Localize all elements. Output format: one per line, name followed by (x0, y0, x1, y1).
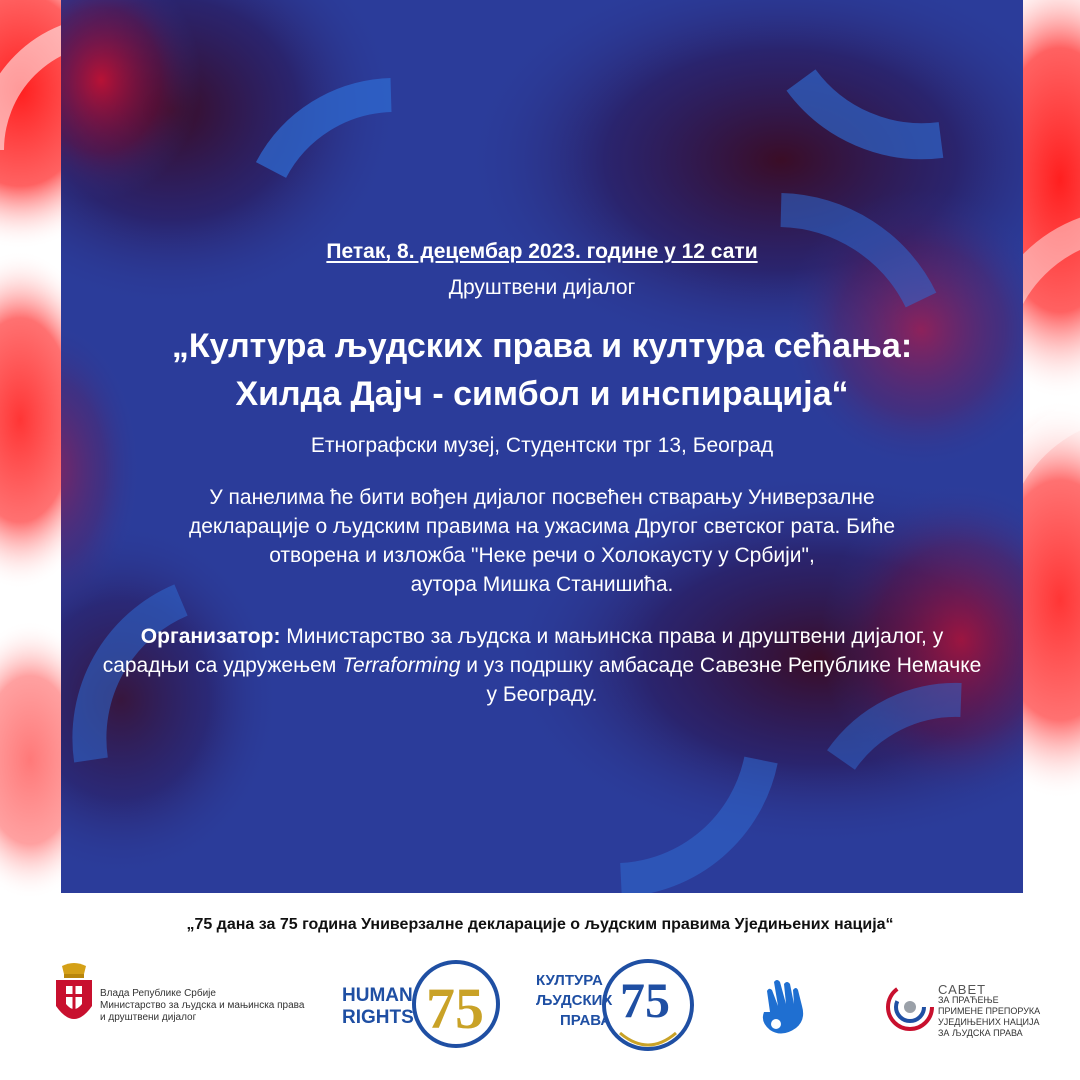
government-text (100, 988, 315, 1024)
savet-line: ЗА ПРАЋЕЊЕ (938, 995, 999, 1005)
kultura-line: ПРАВА (560, 1012, 612, 1029)
description-line: У панелима ће бити вођен дијалог посвећен стварању Универзалне (209, 486, 875, 509)
event-date: Петак, 8. децембар 2023. године у 12 сати (326, 240, 758, 263)
savet-line: УЈЕДИЊЕНИХ НАЦИЈА (938, 1017, 1040, 1027)
kultura-line: ЉУДСКИХ (536, 992, 613, 1009)
organizer-text-1: Министарство за људска и мањинска права и друштвени дијалог, у сарадњи са удружењем (102, 625, 944, 677)
savet-line: ЗА ЉУДСКА ПРАВА (938, 1028, 1023, 1038)
savet-council-logo (884, 978, 936, 1036)
organizer-partner: Terraforming (342, 654, 461, 677)
savet-text (938, 984, 1048, 1039)
gov-line: Влада Републике Србије (100, 988, 216, 999)
campaign-line: „75 дана за 75 година Универзалне декларације о људским правима Уједињених нација“ (186, 916, 894, 933)
event-description (101, 483, 983, 599)
event-venue: Етнографски музеј, Студентски трг 13, Београд (310, 434, 774, 457)
gov-line: Министарство за људска и мањинска права (100, 1000, 305, 1011)
hr75-number: 75 (426, 976, 484, 1041)
gov-line: и друштвени дијалог (100, 1012, 197, 1023)
description-line: аутора Мишка Станишића. (410, 573, 674, 596)
hr75-word1: HUMAN (342, 985, 413, 1006)
savet-title: САВЕТ (938, 982, 987, 997)
savet-line: ПРИМЕНЕ ПРЕПОРУКА (938, 1006, 1041, 1016)
description-line: декларације о људским правима на ужасима Другог светског рата. Биће (188, 515, 896, 538)
title-line-1: „Култура људских права и култура сећања: (171, 327, 913, 365)
organizer-paragraph (101, 622, 983, 709)
event-subtitle: Друштвени дијалог (448, 276, 636, 299)
kultura-line: КУЛТУРА (536, 972, 603, 989)
organizer-text-2: и уз подршку амбасаде Савезне Републике Немачке у Београду. (460, 654, 982, 706)
event-panel (61, 0, 1023, 893)
human-rights-hand-icon (756, 978, 812, 1038)
title-line-2: Хилда Дајч - симбол и инспирација“ (235, 375, 849, 413)
description-line: отворена и изложба "Неке речи о Холокаусту у Србији", (269, 544, 815, 567)
event-title (61, 322, 1023, 418)
kultura-number: 75 (620, 972, 670, 1028)
serbia-coat-of-arms-logo (52, 962, 96, 1034)
hr75-word2: RIGHTS (342, 1007, 414, 1028)
human-rights-75-logo (338, 958, 508, 1058)
kultura-ljudskih-prava-75-logo (524, 955, 704, 1060)
organizer-label: Организатор: (140, 625, 281, 648)
event-content (61, 0, 1023, 893)
